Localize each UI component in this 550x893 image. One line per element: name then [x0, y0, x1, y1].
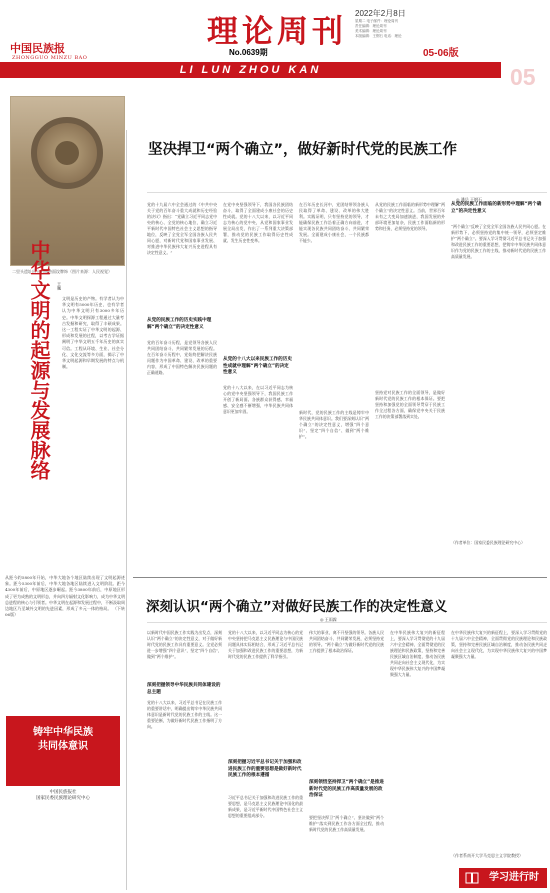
article1-col4: 从党的民族工作面临的新形势中理解“两个确立”的决定性意义。当前，世界百年未有之大变局加速演进，我国发展的外部环境更加复杂，民族工作面临新的形势和任务，必须坚持党的领导。 [375, 202, 445, 231]
article2-subhead: 深刻把握习近平总书记关于加强和改进民族工作的重要思想是做好新时代民族工作的根本遵循 [228, 760, 302, 778]
sidebar-body: “两个确立”反映了全党全军全国各族人民共同心愿。在新形势下，必须坚持党的集中统一领导，必须坚定维护“两个确立”。要深入学习贯彻习近平总书记关于加强和改进民族工作的重要思想，把铸牢中华民族共同体意识作为党的民族工作的主线，推动新时代党的民族工作高质量发展。 [451, 224, 546, 259]
issue-meta-line: 本版编辑：王钢石 电话：理论 [355, 34, 402, 38]
article2-subhead: 深刻把握领导中华民族共同体建设的总主题 [147, 683, 221, 695]
section-badge [459, 868, 547, 888]
article1-col4b: 坚持党对民族工作的全面领导，是做好新时代党的民族工作的根本保证。要把坚持和加强党的全面领导贯穿于民族工作全过程各方面，确保党中央关于民族工作的决策部署落到实处。 [375, 390, 445, 419]
article1-sidebar [451, 202, 546, 572]
article2-col3: 伟大的事业，离不开坚强的领导。各族人民共同团结奋斗、共同繁荣发展，必须坚持党的领导。“两个确立”为做好新时代党的民族工作提供了根本政治保证。 [309, 630, 384, 653]
article1-col3b: 新时代，党的民族工作的主线是铸牢中华民族共同体意识。我们要深刻认识“两个确立”的决定性意义，增强“四个意识”、坚定“四个自信”、做到“两个维护”。 [299, 410, 369, 439]
promo-title: 铸牢中华民族 共同体意识 [33, 727, 93, 752]
article2-author-note: （作者系南开大学马克思主义学院教授） [451, 853, 523, 858]
article2-col1: 以新时代中国民族工作实践为出发点，深刻认识“两个确立”的决定性意义，对于做好新时代党的民族工作具有重要意义。全党必须进一步增强“四个意识”，坚定“四个自信”，做到“两个维护”。 [147, 630, 222, 659]
article2-col2b: 习近平总书记关于加强和改进民族工作的重要思想，是马克思主义民族理论中国化的最新成果，是习近平新时代中国特色社会主义思想的重要组成部分。 [228, 795, 303, 818]
article1-col3: 在百年历史长河中，党团结带领各族人民取得了革命、建设、改革的伟大胜利。实践证明，只有坚持党的领导，才能确保民族工作沿着正确方向前进，才能实现各民族共同团结奋斗、共同繁荣发展。全面建成小康社会，一个民族都不能少。 [299, 202, 369, 243]
article2-col2: 党的十八大以来，以习近平同志为核心的党中央坚持把马克思主义民族理论与中国民族问题具体实际相结合，形成了习近平总书记关于加强和改进民族工作的重要思想，为新时代党的民族工作提供了科学指引。 [228, 630, 303, 659]
article1-subhead: 从党的民族工作的历史实践中理解“两个确立”的决定性意义 [147, 318, 212, 330]
issue-date: 2022年2月8日 [355, 9, 406, 18]
article1-col1: 党的十九届六中全会通过的《中共中央关于党的百年奋斗重大成就和历史经验的决议》指出：“党确立习近平同志党中央的核心、全党的核心地位，确立习近平新时代中国特色社会主义思想的指导地位，反映了全党全军全国各族人民共同心愿，对新时代党和国家事业发展、对推进中华民族伟大复兴历史进程具有决定性意义。” [147, 202, 217, 255]
sidebar-author-note: （作者单位：国家民委民族理论研究中心） [451, 540, 525, 545]
left-article-author: 王巍 [57, 282, 62, 290]
section-masthead: 理论周刊 [207, 14, 347, 50]
left-article-body: 文明是历史的产物。有学者认为中华文明有5000年历史，也有学者认为中华文明只有3000多年历史。中华文明探源工程通过大量考古发掘和研究，取得了丰硕成果。这一工程实证了中华文明的起源、形成和发展的过程，以考古学证据阐明了中华文明五千年历史的真实可信。工程从环境、生业、社会分化、文化交流等多方面，揭示了中华文明起源和早期发展的特点与机制。 [62, 296, 124, 370]
article1-author: ◎ 潘岳 王钢石 [456, 197, 483, 202]
article2-subhead: 深刻领悟坚持捍卫“两个确立”是推进新时代党的民族工作高质量发展的政治保证 [309, 780, 384, 798]
issue-meta [355, 8, 515, 39]
banner-text: LI LUN ZHOU KAN [179, 64, 322, 76]
article2-col5: 在中华民族伟大复兴的新征程上，要深入学习贯彻党的十九届六中全会精神，全面贯彻党的民族理论和民族政策，坚持和完善民族区域自治制度，推动各民族共同走向社会主义现代化，为实现中华民族伟大复兴的中国梦凝聚强大力量。 [451, 630, 547, 659]
issue-meta-line: 星期二 电子邮件：理论周刊 [355, 19, 398, 23]
newspaper-logo-subtitle: ZHONGGUO MINZU BAO [12, 55, 88, 61]
newspaper-logo: 中国民族报 [10, 42, 65, 55]
article2-title: 深刻认识“两个确立”对做好民族工作的决定性意义 [146, 599, 448, 615]
article1-col1b: 党的百年奋斗历程，是党领导各族人民共同团结奋斗、共同繁荣发展的历程。在百年奋斗历程中，党始终把解决民族问题作为中国革命、建设、改革的重要内容，形成了中国特色解决民族问题的正确道路。 [147, 340, 217, 375]
issue-pages: 05-06版 [423, 48, 459, 59]
masthead-area [0, 0, 550, 92]
column-divider [126, 130, 127, 890]
article1-subhead: 从党的十八大以来民族工作的历史性成就中理解“两个确立”的决定性意义 [223, 357, 292, 375]
article2-col4: 在中华民族伟大复兴的新征程上，要深入学习贯彻党的十九届六中全会精神，全面贯彻党的民族理论和民族政策，坚持和完善民族区域自治制度，推动各民族共同走向社会主义现代化，为实现中华民族伟大复兴的中国梦凝聚强大力量。 [390, 630, 445, 677]
title-banner [0, 62, 501, 78]
badge-label: 学习进行时 [489, 872, 539, 883]
photo-caption: 二里头遗址出土的铜兽面纹牌饰（图片来源：人民视觉） [12, 269, 112, 274]
article1-col2b: 党的十八大以来，在以习近平同志为核心的党中央坚强领导下，我国民族工作开创了新局面。各族群众获得感、幸福感、安全感不断增强，中华民族共同体意识更加牢固。 [223, 385, 293, 414]
book-icon [465, 871, 479, 885]
section-divider [133, 577, 547, 578]
divider [147, 192, 547, 193]
issue-number: No.0639期 [229, 48, 268, 57]
left-article-body-text: 从距今约5800年开始，中华大地各个地区陆续出现了文明起源迹象。距今5300年前后，中华大地各地区陆续进入文明阶段。距今4300年前后，中原地区逐步崛起。距今3800年前后，中原地区形成了更为成熟的文明形态，并向四方辐射文化影响力，成为中华文明总进程的核心与引领者。中华文明在起源和发展过程中，不断汲取周边地区乃至域外文明的先进因素，形成了多元一体的格局。 [5, 575, 125, 612]
divider [147, 622, 547, 623]
article2-col3b: 要把坚决捍卫“两个确立”、坚决做到“两个维护”落实到民族工作各方面全过程，推动新时代党的民族工作高质量发展。 [309, 815, 384, 832]
left-article-title: 中华文明的起源与发展脉络 [27, 240, 51, 480]
sidebar-subhead: 从党的民族工作面临的新形势中理解“两个确立”的决定性意义 [451, 202, 542, 214]
continued-note[interactable]: （下转06版） [5, 606, 125, 618]
promo-banner [6, 716, 120, 786]
issue-meta-line: 美术编辑：理论周刊 [355, 29, 387, 33]
article2-col1b: 党的十八大以来，习近平总书记在民族工作的重要讲话中，明确提出铸牢中华民族共同体意识是新时代党的民族工作的主线。这一重要论断，为做好新时代民族工作指明了方向。 [147, 700, 222, 729]
article1-col2: 在党中央坚强领导下，我国各民族团结奋斗，取得了全面建成小康社会的历史性成就。党的十八大以来，以习近平同志为核心的党中央，从党和国家事业发展全局出发，作出了一系列重大决策部署，推动党的民族工作取得历史性成就、发生历史性变革。 [223, 202, 293, 243]
issue-meta-line: 责任编辑：理论周刊 [355, 24, 387, 28]
article2-author: ◎ 王雨霖 [320, 617, 337, 622]
artifact-disc [31, 117, 103, 189]
promo-footer: 中国民族报社 国家民委民族理论研究中心 [36, 790, 90, 801]
page-number: 05 [510, 64, 536, 90]
article1-title: 坚决捍卫“两个确立”，做好新时代党的民族工作 [148, 142, 458, 158]
